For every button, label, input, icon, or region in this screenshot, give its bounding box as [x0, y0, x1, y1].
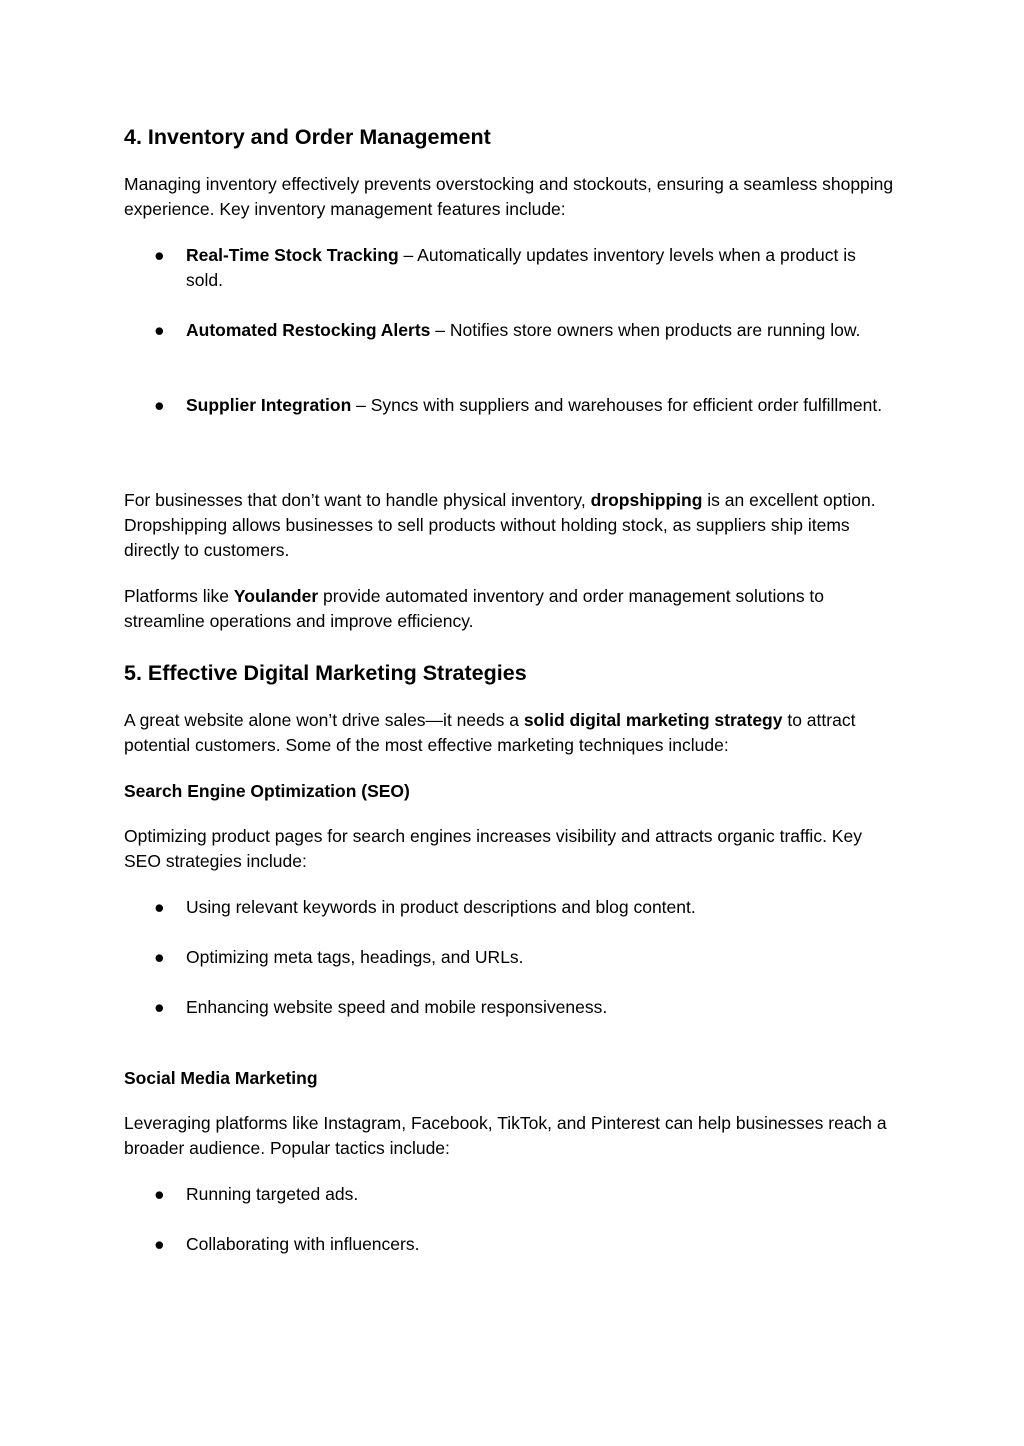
bullet-icon: ●: [154, 897, 165, 917]
bullet-icon: ●: [154, 320, 165, 340]
bullet-icon: ●: [154, 1184, 165, 1204]
feature-text: – Notifies store owners when products are running low.: [430, 320, 861, 340]
feature-text: – Syncs with suppliers and warehouses for efficient order fulfillment.: [351, 395, 883, 415]
bullet-icon: ●: [154, 947, 165, 967]
platforms-bold: Youlander: [233, 586, 319, 606]
dropshipping-bold: dropshipping: [590, 490, 703, 510]
social-media-intro-paragraph: Leveraging platforms like Instagram, Facebook, TikTok, and Pinterest can help businesses reach a broader audience. Popular tactics include:: [124, 1113, 887, 1158]
marketing-intro-pre: A great website alone won’t drive sales—it needs a: [124, 710, 524, 730]
platforms-text-post: provide automated inventory and order management solutions to streamline operations and improve efficiency.: [124, 586, 825, 631]
feature-title: Real-Time Stock Tracking: [186, 245, 399, 265]
feature-title: Supplier Integration: [186, 395, 352, 415]
dropshipping-text-post: is an excellent option. Dropshipping allows businesses to sell products without holding stock, as suppliers ship items directly to customers.: [124, 490, 876, 560]
platforms-paragraph: [124, 584, 896, 634]
list-item-text: Running targeted ads.: [186, 1184, 359, 1204]
seo-intro-paragraph: Optimizing product pages for search engines increases visibility and attracts organic traffic. Key SEO strategies include:: [124, 826, 862, 871]
list-item-text: Optimizing meta tags, headings, and URLs.: [186, 947, 524, 967]
section-4-heading: 4. Inventory and Order Management: [124, 125, 491, 149]
bullet-icon: ●: [154, 997, 165, 1017]
section-5-heading: 5. Effective Digital Marketing Strategies: [124, 661, 527, 685]
bullet-icon: ●: [154, 1234, 165, 1254]
list-item-text: Enhancing website speed and mobile responsiveness.: [186, 997, 608, 1017]
marketing-intro-paragraph: [124, 708, 896, 758]
feature-text: – Automatically updates inventory levels when a product is sold.: [186, 245, 856, 290]
social-media-heading: Social Media Marketing: [124, 1068, 318, 1088]
seo-heading: Search Engine Optimization (SEO): [124, 781, 410, 801]
list-item-text: Collaborating with influencers.: [186, 1234, 420, 1254]
list-item-text: Using relevant keywords in product descriptions and blog content.: [186, 897, 696, 917]
dropshipping-text-pre: For businesses that don’t want to handle physical inventory,: [124, 490, 591, 510]
bullet-icon: ●: [154, 245, 165, 265]
feature-title: Automated Restocking Alerts: [186, 320, 431, 340]
bullet-icon: ●: [154, 395, 165, 415]
inventory-intro-paragraph: Managing inventory effectively prevents overstocking and stockouts, ensuring a seamless shopping experience. Key inventory management features include:: [124, 174, 894, 219]
marketing-intro-bold: solid digital marketing strategy: [523, 710, 783, 730]
platforms-text-pre: Platforms like: [124, 586, 234, 606]
marketing-intro-post: to attract potential customers. Some of the most effective marketing techniques include:: [124, 710, 856, 755]
dropshipping-paragraph: [124, 488, 896, 563]
